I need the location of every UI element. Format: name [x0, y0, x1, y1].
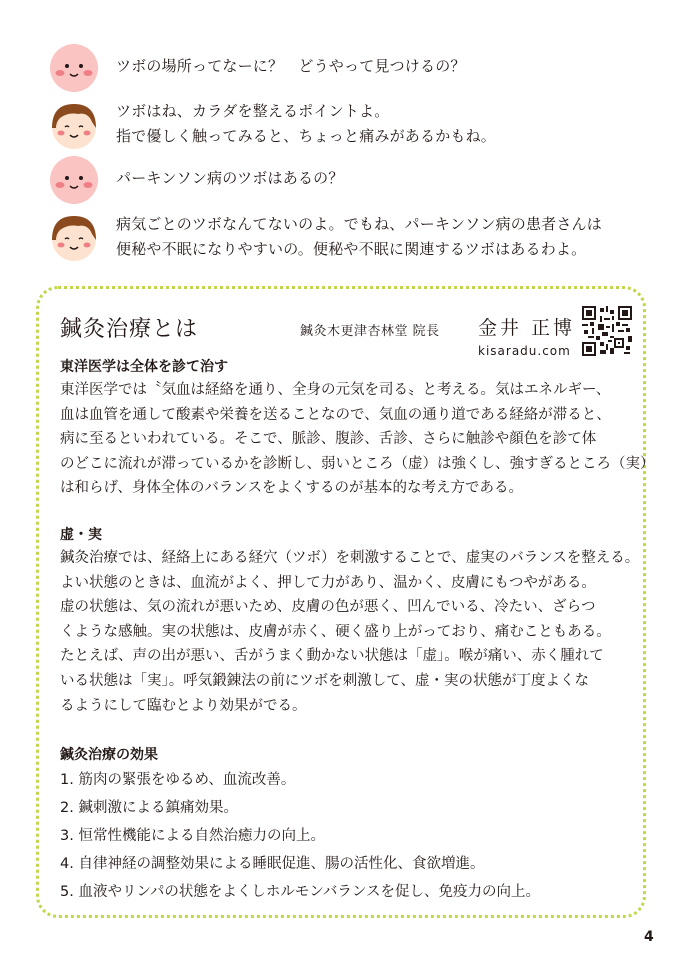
woman-face-icon [48, 100, 100, 152]
dialogue-text: 指で優しく触ってみると、ちょっと痛みがあるかもね。 [116, 127, 497, 145]
column-title: 鍼灸治療とは [60, 317, 199, 342]
girl-face-icon [48, 42, 100, 94]
dialogue-line-2 [0, 96, 684, 152]
body-line: いる状態は「実」。呼気鍛錬法の前にツボを刺激して、虚・実の状態が丁度よくな [60, 672, 589, 689]
list-item: 4. 自律神経の調整効果による睡眠促進、腸の活性化、食欲増進。 [60, 856, 485, 872]
website-link[interactable]: kisaradu.com [478, 344, 571, 358]
section-body [60, 378, 655, 501]
author-name: 金井 正博 [478, 317, 576, 339]
list-item: 3. 恒常性機能による自然治癒力の向上。 [60, 828, 325, 844]
body-line: たとえば、声の出が悪い、舌がうまく動かない状態は「虚」。喉が痛い、赤く腫れて [60, 648, 604, 665]
girl-face-icon [48, 154, 100, 206]
body-line: 病に至るといわれている。そこで、脈診、腹診、舌診、さらに触診や顔色を診て体 [60, 431, 597, 448]
dialogue-line-3 [0, 152, 684, 208]
section-effects [60, 744, 630, 906]
dialogue-text: パーキンソン病のツボはあるの？ [116, 169, 344, 187]
dialogue-text: 病気ごとのツボなんてないのよ。でもね、パーキンソン病の患者さんは [116, 215, 602, 233]
dialogue-line-4 [0, 208, 684, 264]
qr-code-icon[interactable] [582, 306, 632, 356]
author-organization: 鍼灸木更津杏林堂 院長 [300, 324, 440, 339]
section-heading: 東洋医学は全体を診て治す [60, 359, 228, 375]
effects-list [60, 766, 630, 906]
woman-face-icon [48, 212, 100, 264]
body-line: よい状態のときは、血流がよく、押して力があり、温かく、皮膚にもつやがある。 [60, 574, 596, 591]
body-line: 東洋医学では〝気血は経絡を通り、全身の元気を司る〟と考える。気はエネルギー、 [60, 382, 611, 398]
list-item: 2. 鍼刺激による鎮痛効果。 [60, 800, 238, 816]
body-line: 虚の状態は、気の流れが悪いため、皮膚の色が悪く、凹んでいる、冷たい、ざらつ [60, 599, 596, 616]
body-line: のどこに流れが滞っているかを診断し、弱いところ（虚）は強くし、強すぎるところ（実） [60, 455, 655, 472]
dialogue-text: ツボの場所ってなーに？ どうやって見つけるの？ [116, 57, 466, 75]
list-item: 5. 血液やリンパの状態をよくしホルモンバランスを促し、免疫力の向上。 [60, 884, 540, 900]
section-heading: 虚・実 [60, 527, 102, 543]
dialogue-text: ツボはね、カラダを整えるポイントよ。 [116, 102, 390, 120]
list-item: 1. 筋肉の緊張をゆるめ、血流改善。 [60, 772, 296, 788]
section-eastern-medicine [60, 356, 655, 501]
section-heading: 鍼灸治療の効果 [60, 747, 158, 763]
body-line: 血は血管を通して酸素や栄養を送ることなので、気血の通り道である経絡が滞ると、 [60, 406, 611, 423]
body-line: 鍼灸治療では、経絡上にある経穴（ツボ）を刺激することで、虚実のバランスを整える。 [60, 550, 640, 566]
dialogue-text: 便秘や不眠になりやすいの。便秘や不眠に関連するツボはあるわよ。 [116, 240, 587, 258]
body-line: るようにして臨むとより効果がでる。 [60, 697, 307, 714]
section-kyo-jitsu [60, 524, 640, 718]
dialogue-line-1 [0, 40, 684, 96]
body-line: は和らげ、身体全体のバランスをよくするのが基本的な考え方である。 [60, 480, 523, 497]
page-number: 4 [644, 929, 654, 945]
body-line: くような感触。実の状態は、皮膚が赤く、硬く盛り上がっており、痛むこともある。 [60, 623, 611, 640]
section-body [60, 546, 640, 718]
